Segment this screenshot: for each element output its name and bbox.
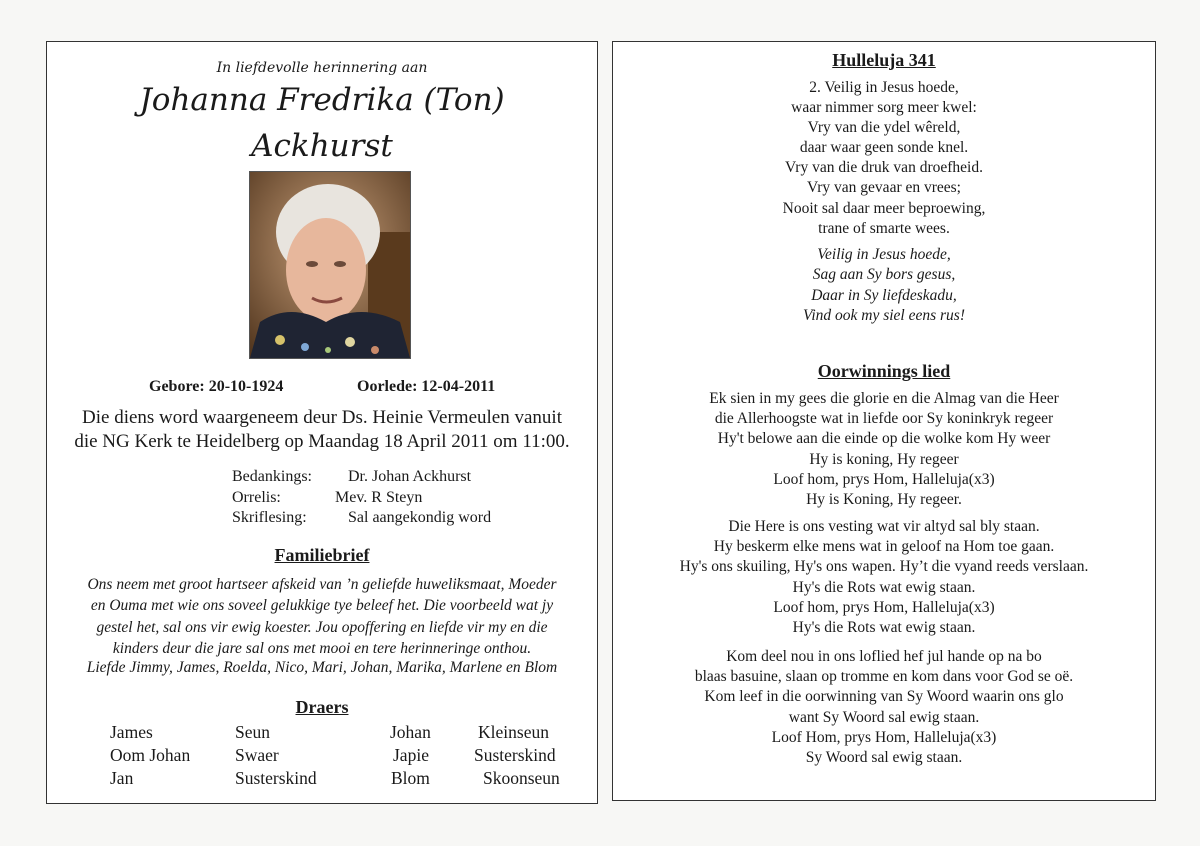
death-date: Oorlede: 12-04-2011	[357, 378, 496, 395]
song-stanza-1: Ek sien in my gees die glorie en die Almag van die Heer die Allerhoogste wat in liefde oor Sy koninkryk regeer Hy't belowe aan die einde op die wolke kom Hy weer Hy is koning, Hy regeer Loof hom, prys Hom, Halleluja(x3) Hy is Koning, Hy regeer.	[709, 390, 1059, 509]
birth-date: Gebore: 20-10-1924	[149, 378, 284, 395]
hymn-heading: Hulleluja 341	[832, 50, 936, 70]
familiebrief-heading: Familiebrief	[274, 545, 370, 565]
song-stanza-2: Die Here is ons vesting wat vir altyd sal bly staan. Hy beskerm elke mens wat in geloof na Hom toe gaan. Hy's ons skuiling, Hy's ons wapen. Hy’t die vyand reeds verslaan. Hy's die Rots wat ewig staan. Loof hom, prys Hom, Halleluja(x3) Hy's die Rots wat ewig staan.	[679, 518, 1089, 637]
song-heading: Oorwinnings lied	[817, 361, 951, 381]
intro-text: In liefdevolle herinnering aan	[216, 60, 428, 76]
draers-list	[47, 722, 597, 791]
deceased-name: Johanna Fredrika (Ton)	[139, 82, 505, 118]
portrait-photo	[249, 171, 411, 359]
draers-heading: Draers	[295, 697, 349, 717]
draers-row: Oom Johan Swaer Japie Susterskind	[110, 745, 556, 765]
left-page: In liefdevolle herinnering aan Johanna Fredrika (Ton) Ackhurst Gebore: 20-10-1924 Oorlede: 12-04-2011 Die diens word waargeneem deur Ds. Heinie Vermeulen vanuit die NG Kerk te Heidelberg op Maandag 18 April 2011 om 11:00. Bedankings: Dr. Johan Ackhurst Orrelis: Mev. R Steyn Skriflesing: Sal aangekondig word Familiebrief Ons neem met groot hartseer afskeid van ’n geliefde huweliksmaat, Moeder en Ouma met wie ons soveel gelukkige tye beleef het. Die voorbeeld wat jy gestel het, sal ons vir ewig koester. Jou opoffering en liefde vir my en die kinders deur die jare sal ons met mooi en tere herinneringe onthou. Liefde Jimmy, James, Roelda, Nico, Mari, Johan, Marika, Marlene en Blom Draers James Seun Johan Kleinseun Oom Johan Swaer Japie Susterskind Jan Susterskind Blom Skoonseun	[46, 41, 598, 804]
service-details: Die diens word waargeneem deur Ds. Heinie Vermeulen vanuit die NG Kerk te Heidelberg op Maandag 18 April 2011 om 11:00.	[74, 407, 570, 452]
draers-row: Jan Susterskind Blom Skoonseun	[110, 768, 560, 788]
draers-row: James Seun Johan Kleinseun	[110, 722, 549, 742]
hymn-chorus: Veilig in Jesus hoede, Sag aan Sy bors gesus, Daar in Sy liefdeskadu, Vind ook my siel eens rus!	[803, 246, 965, 324]
deceased-surname: Ackhurst	[251, 128, 393, 164]
right-page	[612, 41, 1156, 801]
familiebrief-signature: Liefde Jimmy, James, Roelda, Nico, Mari, Johan, Marika, Marlene en Blom	[86, 659, 558, 676]
familiebrief-text: Ons neem met groot hartseer afskeid van ’n geliefde huweliksmaat, Moeder en Ouma met wie ons soveel gelukkige tye beleef het. Die voorbeeld wat jy gestel het, sal ons vir ewig koester. Jou opoffering en liefde vir my en die kinders deur die jare sal ons met mooi en tere herinneringe onthou.	[87, 576, 557, 657]
hymn-verse: 2. Veilig in Jesus hoede, waar nimmer sorg meer kwel: Vry van die ydel wêreld, daar waar geen sonde knel. Vry van die druk van droefheid. Vry van gevaar en vrees; Nooit sal daar meer beproewing, trane of smarte wees.	[782, 79, 986, 237]
song-stanza-3: Kom deel nou in ons loflied hef jul hande op na bo blaas basuine, slaan op tromme en kom dans voor God se oë. Kom leef in die oorwinning van Sy Woord waarin ons glo want Sy Woord sal ewig staan. Loof Hom, prys Hom, Halleluja(x3) Sy Woord sal ewig staan.	[694, 648, 1074, 767]
